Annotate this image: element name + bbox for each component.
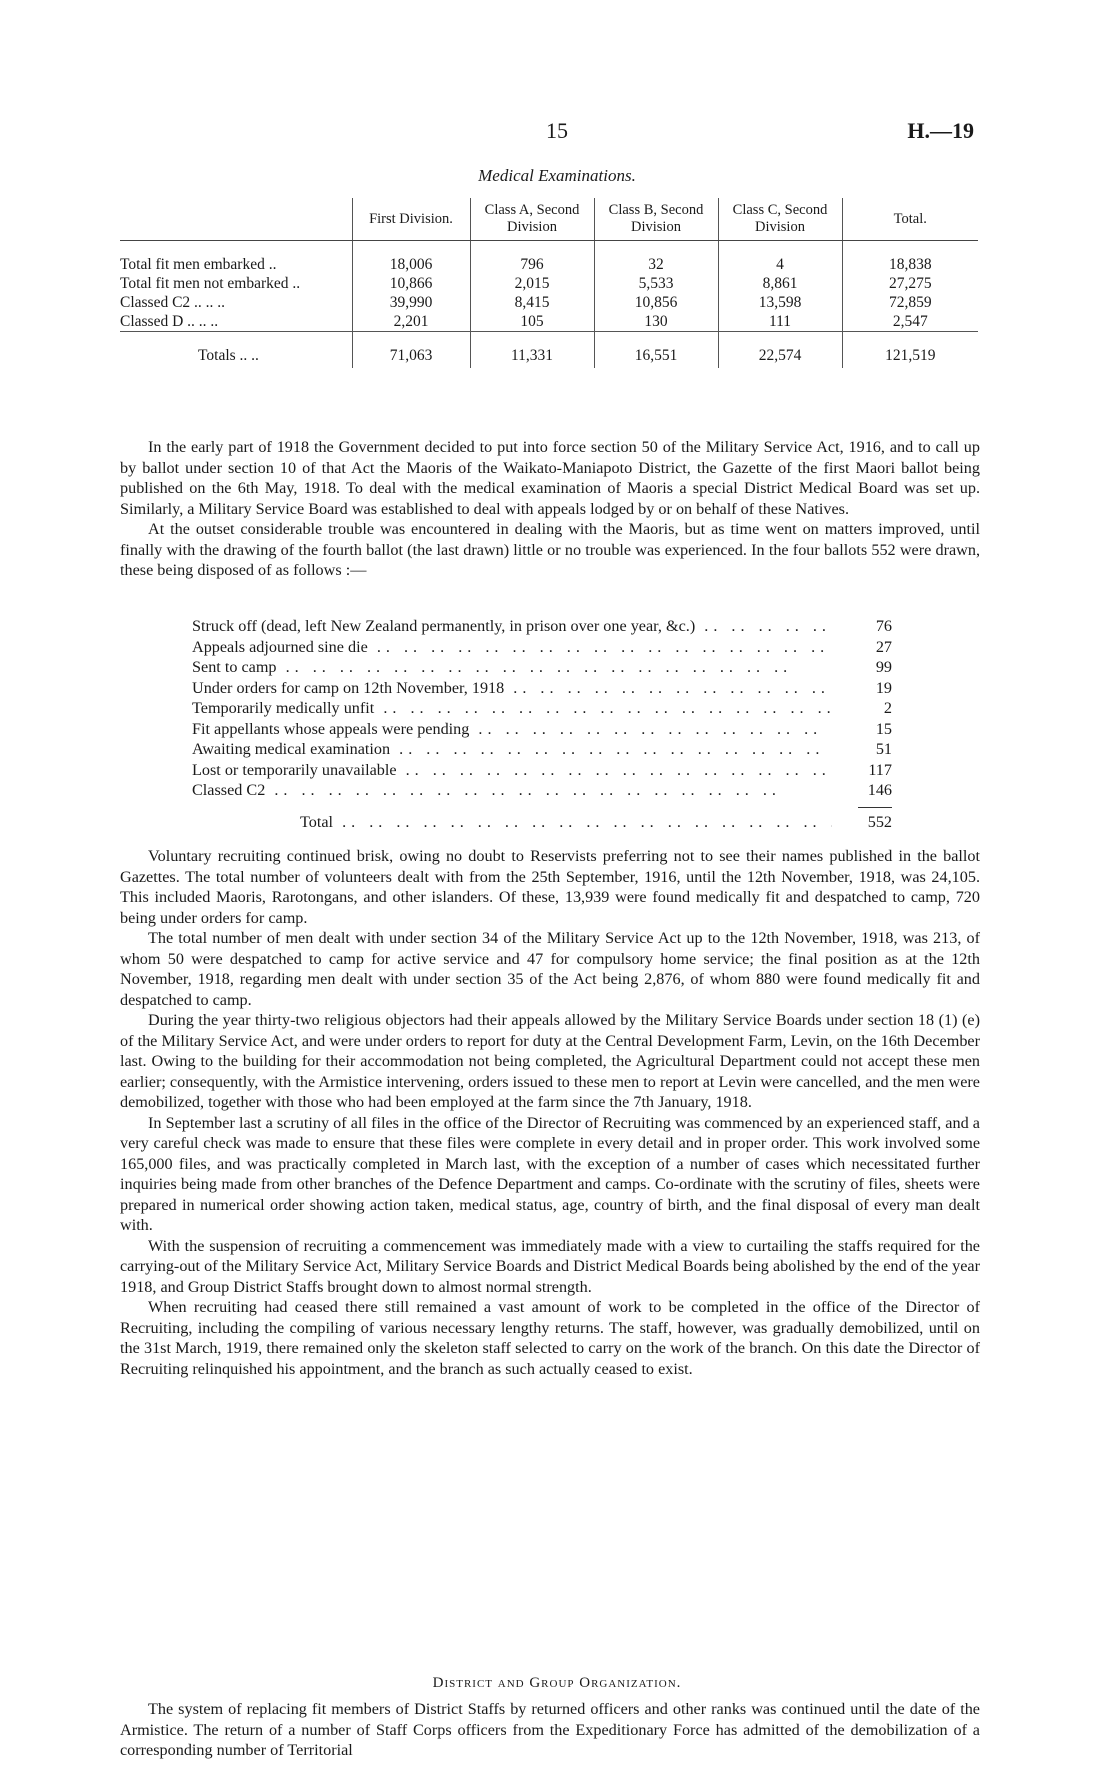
list-item-label: Classed C2 .. .. <box>192 780 832 801</box>
paragraph: At the outset considerable trouble was encountered in dealing with the Maoris, but as time went on matters improved, until finally with the drawing of the fourth ballot (the last drawn) little or no trouble was experienced. In the four ballots 552 were drawn, these being disposed of as follows :— <box>120 520 980 579</box>
row-label: Total fit men embarked .. <box>120 256 277 273</box>
list-item-label: Temporarily medically unfit .. .. <box>192 698 832 719</box>
list-item-label: Under orders for camp on 12th November, 1918 .. .. <box>192 678 832 699</box>
list-item-value: 15 <box>875 719 892 738</box>
list-item-value: 27 <box>875 637 892 656</box>
list-total-label: Total .. .. <box>192 812 832 833</box>
body-text-block-a <box>120 437 980 581</box>
list-item-value: 19 <box>875 678 892 697</box>
totals-cell: 11,331 <box>470 332 594 369</box>
paragraph: The total number of men dealt with under section 34 of the Military Service Act up to the 12th November, 1918, was 213, of whom 50 were despatched to camp for active service and 47 for compulsory home service; the final position as at the 12th November, 1918, regarding men dealt with under section 35 of the Act being 2,876, of whom 880 were found medically fit and despatched to camp. <box>120 929 980 1009</box>
table-cell: 796 <box>470 241 594 275</box>
paragraph: With the suspension of recruiting a commencement was immediately made with a view to curtailing the staffs required for the carrying-out of the Military Service Act, Military Service Boards and District Medical Boards being abolished by the end of the year 1918, and Group District Staffs brought down to almost normal strength. <box>120 1236 980 1296</box>
list-item <box>192 719 892 740</box>
table-cell: 105 <box>470 312 594 332</box>
table-cell: 10,856 <box>594 293 718 312</box>
list-item <box>192 616 892 637</box>
list-item <box>192 698 892 719</box>
table-cell: 2,547 <box>842 312 978 332</box>
table-cell: 5,533 <box>594 274 718 293</box>
list-item-value: 117 <box>868 760 892 779</box>
table-header: Class B, Second Division <box>594 198 718 241</box>
table-totals-row <box>120 332 978 369</box>
table-header: First Division. <box>352 198 470 241</box>
paragraph: Voluntary recruiting continued brisk, owing no doubt to Reservists preferring not to see their names published in the ballot Gazettes. The total number of volunteers dealt with from the 25th September, 1916, until the 12th November, 1918, was 24,105. This included Maoris, Rarotongans, and other islanders. Of these, 13,939 were found medically fit and despatched to camp, 720 being under orders for camp. <box>120 847 980 927</box>
section-heading: District and Group Organization. <box>432 1675 682 1691</box>
table-cell: 72,859 <box>842 293 978 312</box>
list-item-value: 51 <box>875 740 892 758</box>
list-item <box>192 760 892 781</box>
list-total <box>192 812 892 833</box>
sum-rule <box>858 807 892 808</box>
table-cell: 4 <box>718 241 842 275</box>
list-total-value: 552 <box>867 812 892 831</box>
ballot-disposal-list <box>192 616 892 832</box>
body-text-block-b <box>120 846 980 1379</box>
table-cell: 8,415 <box>470 293 594 312</box>
list-item-value: 76 <box>875 617 892 635</box>
list-item <box>192 780 892 801</box>
table-cell: 8,861 <box>718 274 842 293</box>
list-item <box>192 657 892 678</box>
table-cell: 2,015 <box>470 274 594 293</box>
list-item-label: Awaiting medical examination .. .. <box>192 739 832 760</box>
totals-cell: 16,551 <box>594 332 718 369</box>
list-item-value: 2 <box>883 699 892 717</box>
table-row <box>120 293 978 312</box>
table-header: Class C, Second Division <box>718 198 842 241</box>
table-cell: 111 <box>718 312 842 332</box>
list-item <box>192 739 892 760</box>
table-cell: 18,838 <box>842 241 978 275</box>
table-row <box>120 241 978 275</box>
table-cell: 130 <box>594 312 718 332</box>
table-title: Medical Examinations. <box>478 166 636 185</box>
medical-examinations-table <box>120 198 978 368</box>
table-cell: 2,201 <box>352 312 470 332</box>
document-code: H.—19 <box>907 118 974 143</box>
paragraph: When recruiting had ceased there still remained a vast amount of work to be completed in the office of the Director of Recruiting, including the compiling of various necessary lengthy returns. The staff, however, was gradually demobilized, until on the 31st March, 1919, there remained only the skeleton staff selected to carry on the work of the branch. On this date the Director of Recruiting relinquished his appointment, and the branch as such actually ceased to exist. <box>120 1298 980 1378</box>
table-cell: 18,006 <box>352 241 470 275</box>
body-text-block-c <box>120 1699 980 1761</box>
list-item-label: Lost or temporarily unavailable .. .. <box>192 760 832 781</box>
list-item-label: Struck off (dead, left New Zealand permanently, in prison over one year, &c.) .. .. <box>192 616 832 637</box>
paragraph: In September last a scrutiny of all files in the office of the Director of Recruiting was commenced by an experienced staff, and a very careful check was made to ensure that these files were complete in every detail and in proper order. This work involved some 165,000 files, and was practically completed in March last, with the exception of a number of cases which necessitated further inquiries being made from other branches of the Defence Department and camps. Co-ordinate with the scrutiny of files, sheets were prepared in numerical order showing action taken, medical status, age, country of birth, and the final disposal of every man dealt with. <box>120 1113 980 1234</box>
table-header: Total. <box>842 198 978 241</box>
paragraph: In the early part of 1918 the Government decided to put into force section 50 of the Military Service Act, 1916, and to call up by ballot under section 10 of that Act the Maoris of the Waikato-Maniapoto District, the Gazette of the first Maori ballot being published on the 6th May, 1918. To deal with the medical examination of Maoris a special District Medical Board was set up. Similarly, a Military Service Board was established to deal with appeals lodged by or on behalf of these Natives. <box>120 438 980 518</box>
table-header-row <box>120 198 978 241</box>
table-row <box>120 274 978 293</box>
table-cell: 32 <box>594 241 718 275</box>
row-label: Total fit men not embarked .. <box>120 275 301 292</box>
page-number: 15 <box>546 118 568 143</box>
table-cell: 13,598 <box>718 293 842 312</box>
paragraph: During the year thirty-two religious objectors had their appeals allowed by the Military Service Boards under section 18 (1) (e) of the Military Service Act, and were under orders to report for duty at the Central Development Farm, Levin, on the 16th December last. Owing to the building for their accommodation not being completed, the Agricultural Department could not accept these men earlier; consequently, with the Armistice intervening, orders issued to these men to report at Levin were cancelled, and the men were demobilized, together with those who had been employed at the farm since the 7th January, 1918. <box>120 1011 980 1111</box>
table-header-blank <box>120 198 352 241</box>
totals-cell: 22,574 <box>718 332 842 369</box>
table-row <box>120 312 978 332</box>
list-item <box>192 678 892 699</box>
totals-label: Totals .. .. <box>120 332 352 369</box>
row-label: Classed C2 .. .. .. <box>120 294 226 311</box>
totals-cell: 121,519 <box>842 332 978 369</box>
table-cell: 39,990 <box>352 293 470 312</box>
paragraph: The system of replacing fit members of District Staffs by returned officers and other ranks was continued until the date of the Armistice. The return of a number of Staff Corps officers from the Expeditionary Force has admitted of the demobilization of a corresponding number of Territorial <box>120 1700 980 1759</box>
list-item-label: Appeals adjourned sine die .. .. <box>192 637 832 658</box>
table-cell: 10,866 <box>352 274 470 293</box>
table-cell: 27,275 <box>842 274 978 293</box>
list-item-label: Fit appellants whose appeals were pending .. .. <box>192 719 832 740</box>
list-item <box>192 637 892 658</box>
totals-cell: 71,063 <box>352 332 470 369</box>
table-header: Class A, Second Division <box>470 198 594 241</box>
list-item-label: Sent to camp .. .. <box>192 657 832 678</box>
list-item-value: 99 <box>875 658 892 676</box>
list-item-value: 146 <box>867 781 892 799</box>
row-label: Classed D .. .. .. <box>120 313 219 330</box>
